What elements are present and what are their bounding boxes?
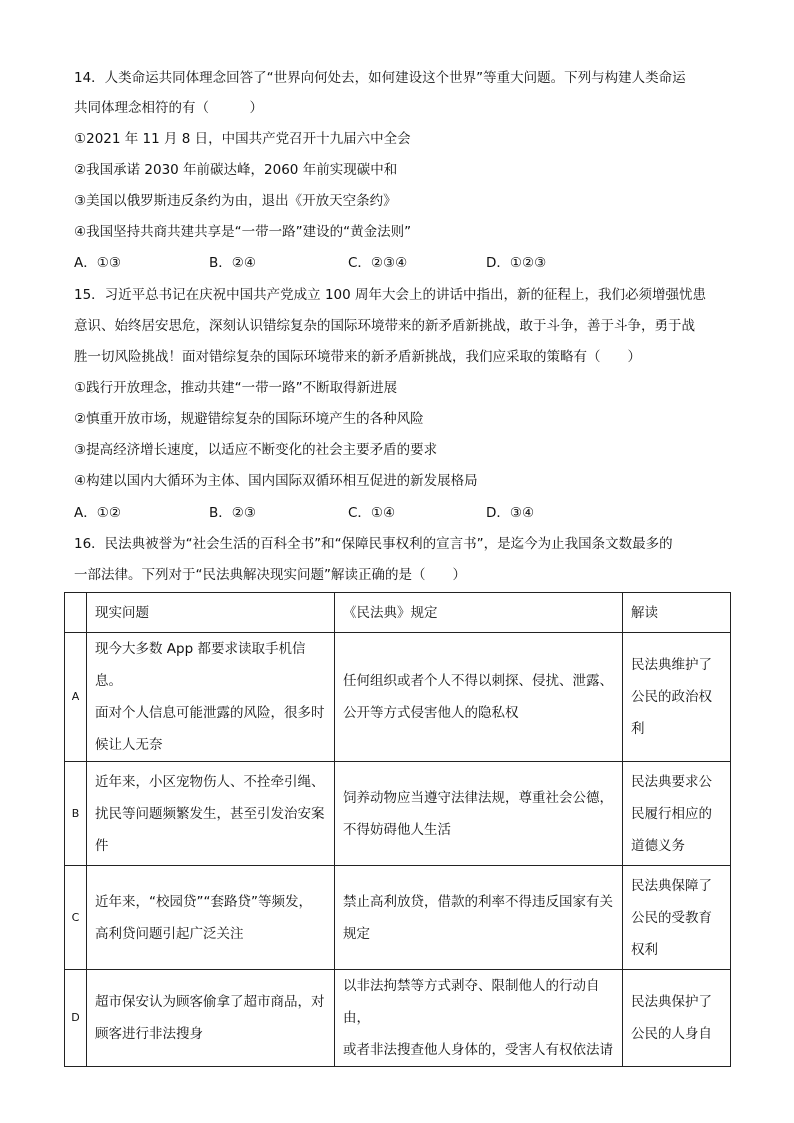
problem-cell — [87, 762, 335, 866]
cell-line: 件 — [95, 837, 109, 854]
reading-cell — [623, 970, 731, 1067]
header-problem: 现实问题 — [87, 593, 335, 633]
q15-option-b[interactable]: B．②③ — [209, 505, 256, 521]
q15-item-4: ④构建以国内大循环为主体、国内国际双循环相互促进的新发展格局 — [74, 473, 478, 489]
cell-line: 民履行相应的 — [631, 805, 712, 822]
cell-line: 面对个人信息可能泄露的风险，很多时 — [95, 705, 325, 721]
row-letter-c: C — [65, 866, 87, 970]
cell-line: 民法典保障了 — [631, 877, 712, 894]
table-row — [65, 633, 731, 762]
rule-cell — [335, 762, 623, 866]
table-row — [65, 970, 731, 1067]
q15-option-c[interactable]: C．①④ — [348, 505, 396, 521]
header-empty-cell — [65, 593, 87, 633]
problem-cell — [87, 866, 335, 970]
q15-option-d[interactable]: D．③④ — [486, 505, 535, 521]
law-interpretation-table — [64, 592, 731, 1067]
cell-line: 民法典保护了 — [631, 994, 712, 1010]
rule-cell — [335, 866, 623, 970]
cell-line: 高利贷问题引起广泛关注 — [95, 925, 244, 942]
q15-item-2: ②慎重开放市场，规避错综复杂的国际环境产生的各种风险 — [74, 411, 424, 427]
table-row — [65, 762, 731, 866]
cell-line: 民法典要求公 — [631, 773, 712, 790]
problem-cell — [87, 633, 335, 762]
header-reading: 解读 — [623, 593, 731, 633]
q14-option-d[interactable]: D．①②③ — [486, 255, 547, 271]
q14-option-c[interactable]: C．②③④ — [348, 255, 408, 271]
q15-item-3: ③提高经济增长速度，以适应不断变化的社会主要矛盾的要求 — [74, 442, 438, 458]
rule-cell — [335, 970, 623, 1067]
cell-line: 禁止高利放贷，借款的利率不得违反国家有关 — [343, 893, 613, 910]
reading-cell — [623, 866, 731, 970]
reading-cell — [623, 633, 731, 762]
cell-line: 利 — [631, 721, 645, 737]
cell-line: 现今大多数 App 都要求读取手机信息。 — [95, 641, 306, 689]
cell-line: 近年来，小区宠物伤人、不拴牵引绳、 — [95, 773, 325, 790]
q14-option-a[interactable]: A．①③ — [74, 255, 121, 271]
cell-line: 饲养动物应当遵守法律法规，尊重社会公德， — [343, 789, 613, 806]
problem-cell — [87, 970, 335, 1067]
row-letter-a: A — [65, 633, 87, 762]
q14-option-b[interactable]: B．②④ — [209, 255, 256, 271]
q15-stem-line2: 意识、始终居安思危，深刻认识错综复杂的国际环境带来的新矛盾新挑战，敢于斗争，善于斗争，勇于战 — [74, 318, 695, 334]
cell-line: 规定 — [343, 925, 370, 942]
cell-line: 公民的人身自 — [631, 1026, 712, 1042]
cell-line: 权利 — [631, 941, 658, 958]
q14-stem-line1: 14．人类命运共同体理念回答了“世界向何处去，如何建设这个世界”等重大问题。下列与构建人类命运 — [74, 70, 686, 86]
q15-item-1: ①践行开放理念，推动共建“一带一路”不断取得新进展 — [74, 380, 398, 396]
cell-line: 近年来，“校园贷”“套路贷”等频发， — [95, 893, 312, 910]
q14-item-2: ②我国承诺 2030 年前碳达峰，2060 年前实现碳中和 — [74, 162, 398, 178]
cell-line: 不得妨碍他人生活 — [343, 821, 451, 838]
cell-line: 民法典维护了 — [631, 657, 712, 673]
cell-line: 顾客进行非法搜身 — [95, 1026, 203, 1042]
q14-stem-line2: 共同体理念相符的有（ ） — [74, 100, 263, 116]
q14-item-3: ③美国以俄罗斯违反条约为由，退出《开放天空条约》 — [74, 193, 397, 209]
reading-cell — [623, 762, 731, 866]
row-letter-d: D — [65, 970, 87, 1067]
cell-line: 公民的受教育 — [631, 909, 712, 926]
header-rule: 《民法典》规定 — [335, 593, 623, 633]
cell-line: 超市保安认为顾客偷拿了超市商品，对 — [95, 994, 325, 1010]
cell-line: 以非法拘禁等方式剥夺、限制他人的行动自由， — [343, 978, 600, 1026]
cell-line: 公开等方式侵害他人的隐私权 — [343, 705, 519, 721]
table-header-row — [65, 593, 731, 633]
cell-line: 扰民等问题频繁发生，甚至引发治安案 — [95, 805, 325, 822]
q16-stem-line1: 16．民法典被誉为“社会生活的百科全书”和“保障民事权利的宣言书”，是迄今为止我国条文数最多的 — [74, 536, 673, 552]
q15-option-a[interactable]: A．①② — [74, 505, 121, 521]
cell-line: 任何组织或者个人不得以刺探、侵扰、泄露、 — [343, 673, 613, 689]
cell-line: 候让人无奈 — [95, 737, 163, 753]
q15-stem-line1: 15．习近平总书记在庆祝中国共产党成立 100 周年大会上的讲话中指出，新的征程上，我们必须增强忧患 — [74, 287, 707, 303]
q14-item-1: ①2021 年 11 月 8 日，中国共产党召开十九届六中全会 — [74, 131, 411, 147]
table-row — [65, 866, 731, 970]
q15-stem-line3: 胜一切风险挑战！面对错综复杂的国际环境带来的新矛盾新挑战，我们应采取的策略有（ ） — [74, 349, 641, 365]
q14-item-4: ④我国坚持共商共建共享是“一带一路”建设的“黄金法则” — [74, 224, 412, 240]
cell-line: 道德义务 — [631, 837, 685, 854]
cell-line: 或者非法搜查他人身体的，受害人有权依法请 — [343, 1042, 613, 1058]
row-letter-b: B — [65, 762, 87, 866]
q16-stem-line2: 一部法律。下列对于“民法典解决现实问题”解读正确的是（ ） — [74, 567, 466, 583]
rule-cell — [335, 633, 623, 762]
cell-line: 公民的政治权 — [631, 689, 712, 705]
